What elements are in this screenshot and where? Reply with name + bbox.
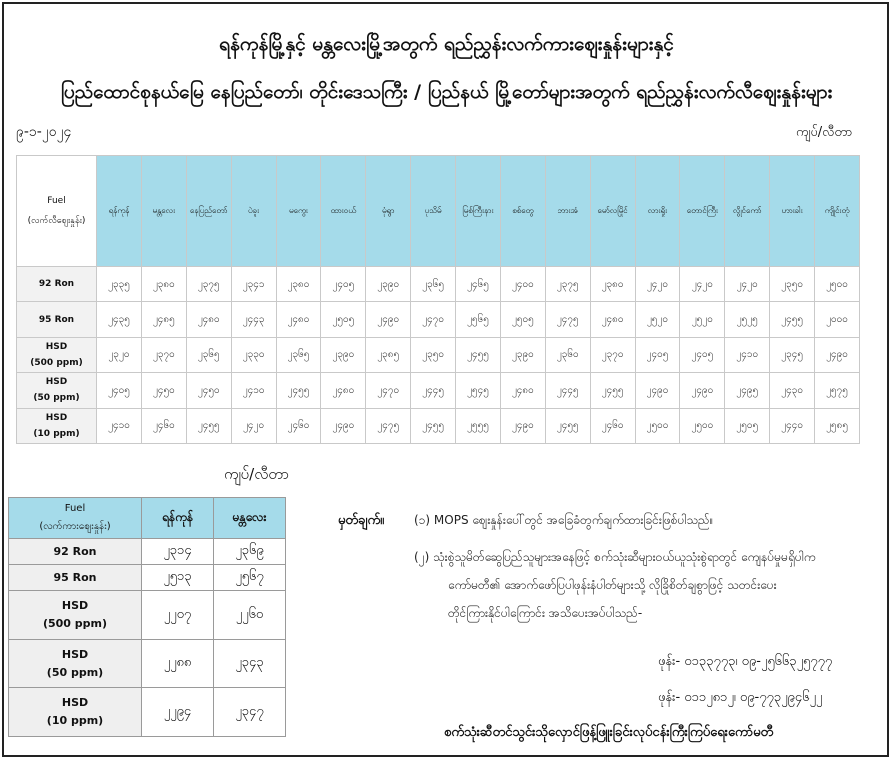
wholesale-row-label [9,591,142,640]
retail-price-cell: ၂၅၄၅ [456,373,501,408]
retail-price-cell: ၂၄၄၅ [411,373,456,408]
wholesale-row-label-line: HSD [61,599,89,613]
retail-price-cell: ၂၄၅၅ [545,408,590,443]
retail-price-cell: ၂၃၇၀ [141,337,186,372]
retail-price-cell: ၂၃၉၀ [321,337,366,372]
retail-price-cell: ၂၄၅၀ [141,373,186,408]
retail-price-cell: ၂၅၂၅ [725,302,770,337]
retail-price-cell: ၂၄၅၅ [770,302,815,337]
retail-price-cell: ၂၄၉၅ [725,373,770,408]
retail-city-header: မကွေး [276,156,321,267]
unit-label-wholesale: ကျပ်/လီတာ [224,465,290,483]
retail-city-header: မော်လမြိုင် [590,156,635,267]
retail-price-cell: ၂၃၂၀ [97,337,142,372]
retail-city-header: ဟားခါး [770,156,815,267]
retail-row-label [17,302,97,337]
retail-row-label-line: (10 ppm) [33,428,80,439]
retail-city-header: ပဲခူး [231,156,276,267]
retail-price-cell: ၂၃၆၅ [186,337,231,372]
title-line-2: ပြည်ထောင်စုနယ်မြေ နေပြည်တော်၊ တိုင်းဒေသကြီး / ပြည်နယ် မြို့တော်များအတွက် ရည်ညွှန်းလက်လီဈေးနှုန်းများ [60,81,833,103]
retail-price-cell: ၂၄၀၀ [500,267,545,302]
retail-city-header: လွိုင်ကော် [725,156,770,267]
retail-price-cell: ၂၅၅၅ [456,408,501,443]
wholesale-city-header: ရန်ကုန် [142,498,214,539]
wholesale-price-cell: ၂၅၆၇ [214,565,286,591]
retail-price-cell: ၂၄၁၀ [97,408,142,443]
retail-price-cell: ၂၄၀၅ [680,337,725,372]
wholesale-price-cell: ၂၂၉၄ [142,688,214,737]
retail-row-label-line: HSD [45,341,68,352]
retail-price-cell: ၂၃၉၀ [500,337,545,372]
retail-price-cell: ၂၃၉၀ [366,267,411,302]
retail-fuel-header-line: (လက်လီဈေးနှုန်း) [27,216,86,226]
retail-price-cell: ၂၃၆၀ [545,337,590,372]
retail-price-cell: ၂၃၆၅ [276,337,321,372]
retail-price-cell: ၂၄၈၀ [590,302,635,337]
retail-price-cell: ၂၄၅၀ [186,373,231,408]
retail-price-cell: ၂၄၃၅ [97,302,142,337]
wholesale-row-label-line: 95 Ron [53,570,97,584]
retail-price-cell: ၂၃၈၀ [276,267,321,302]
notes-label: မှတ်ချက်။ [338,513,385,528]
retail-city-header: စစ်တွေ [500,156,545,267]
retail-price-cell: ၂၃၃၅ [97,267,142,302]
retail-row-label [17,408,97,443]
wholesale-city-header: မန္တလေး [214,498,286,539]
retail-price-cell: ၂၄၇၅ [545,302,590,337]
wholesale-price-cell: ၂၃၄၃ [214,639,286,688]
retail-fuel-header-line: Fuel [47,196,66,206]
document-date: ၉-၁-၂၀၂၄ [16,124,72,140]
retail-price-cell: ၂၄၈၅ [141,302,186,337]
retail-row [17,267,860,302]
retail-price-cell: ၂၀၀၀ [815,302,860,337]
wholesale-row-label-line: (10 ppm) [46,714,104,728]
note-2-line-2: ကော်မတီ၏ အောက်ဖော်ပြပါဖုန်းနံပါတ်များသို့ လိုခြိုစိတ်ချစွာဖြင့် သတင်းပေး [448,578,777,592]
retail-price-cell: ၂၄၅၅ [276,373,321,408]
retail-price-cell: ၂၄၁၀ [231,373,276,408]
retail-price-cell: ၂၄၉၀ [815,337,860,372]
retail-city-header: ရန်ကုန် [97,156,142,267]
retail-city-header: မုံရွာ [366,156,411,267]
retail-price-cell: ၂၄၀၅ [635,337,680,372]
retail-price-cell: ၂၅၀၅ [725,408,770,443]
retail-price-cell: ၂၄၀၅ [321,267,366,302]
retail-price-cell: ၂၅၆၅ [456,302,501,337]
retail-price-cell: ၂၃၅၀ [770,267,815,302]
retail-price-cell: ၂၃၆၅ [411,267,456,302]
retail-price-cell: ၂၃၈၀ [141,267,186,302]
retail-price-cell: ၂၅၂၀ [680,302,725,337]
retail-price-cell: ၂၄၇၀ [411,302,456,337]
retail-price-cell: ၂၃၈၀ [590,267,635,302]
retail-row [17,337,860,372]
wholesale-row-label [9,639,142,688]
retail-fuel-header [17,156,97,267]
retail-price-cell: ၂၄၅၅ [590,373,635,408]
retail-city-header: ပုသိမ် [411,156,456,267]
retail-price-cell: ၂၄၈၀ [321,373,366,408]
wholesale-row-label-line: HSD [61,696,89,710]
retail-price-cell: ၂၅၀၅ [500,302,545,337]
wholesale-price-table [8,497,286,737]
wholesale-row-label [9,539,142,565]
retail-price-cell: ၂၄၂၀ [231,408,276,443]
wholesale-row [9,688,286,737]
wholesale-row-label-line: HSD [61,647,89,661]
retail-price-cell: ၂၄၉၀ [680,373,725,408]
retail-row-label-line: (500 ppm) [30,357,83,368]
retail-price-cell: ၂၄၉၀ [635,373,680,408]
retail-row [17,373,860,408]
retail-price-cell: ၂၄၅၅ [456,337,501,372]
retail-price-cell: ၂၄၉၀ [321,408,366,443]
retail-price-cell: ၂၅၀၀ [635,408,680,443]
retail-city-header: တောင်ကြီး [680,156,725,267]
retail-row-label-line: HSD [45,377,68,388]
retail-price-cell: ၂၄၉၀ [366,302,411,337]
wholesale-row [9,565,286,591]
retail-price-cell: ၂၃၇၅ [186,267,231,302]
wholesale-price-cell: ၂၃၄၇ [214,688,286,737]
retail-price-cell: ၂၄၆၀ [590,408,635,443]
wholesale-row-label [9,688,142,737]
retail-row-label-line: 92 Ron [38,279,75,290]
retail-price-cell: ၂၃၅၀ [411,337,456,372]
retail-price-cell: ၂၅၀၀ [680,408,725,443]
retail-row-label [17,373,97,408]
retail-price-cell: ၂၄၅၅ [411,408,456,443]
retail-price-cell: ၂၄၇၀ [366,373,411,408]
retail-row-label-line: HSD [45,412,68,423]
retail-city-header: ထားဝယ် [321,156,366,267]
retail-row-label [17,267,97,302]
retail-price-cell: ၂၃၇၅ [545,267,590,302]
retail-row-label-line: (50 ppm) [33,393,80,404]
retail-price-cell: ၂၃၇၀ [590,337,635,372]
retail-price-cell: ၂၃၄၅ [770,337,815,372]
note-1: (၁) MOPS ဈေးနှုန်းပေါ်တွင် အခြေခံတွက်ချက်ထားခြင်းဖြစ်ပါသည်။ [414,513,714,527]
wholesale-price-cell: ၂၂၈၈ [142,639,214,688]
wholesale-row-label-line: (500 ppm) [42,617,108,631]
retail-price-cell: ၂၄၃၀ [770,373,815,408]
note-2-line-1: (၂) သုံးစွဲသူမိတ်ဆွေပြည်သူများအနေဖြင့် စက်သုံးဆီများဝယ်ယူသုံးစွဲရာတွင် ကျေနပ်မှုမရှိပါက [414,550,816,564]
wholesale-price-cell: ၂၅၁၃ [142,565,214,591]
retail-price-cell: ၂၄၄၅ [545,373,590,408]
retail-price-cell: ၂၄၇၅ [366,408,411,443]
wholesale-price-cell: ၂၂၆၀ [214,591,286,640]
retail-price-cell: ၂၄၀၅ [97,373,142,408]
retail-city-header: မန္တလေး [141,156,186,267]
retail-price-cell: ၂၄၅၅ [186,408,231,443]
wholesale-row-label-line: (50 ppm) [46,665,104,679]
retail-price-cell: ၂၄၆၅ [456,267,501,302]
committee-signature: စက်သုံးဆီတင်သွင်းသိုလှောင်ဖြန့်ဖြူးခြင်းလုပ်ငန်းကြီးကြပ်ရေးကော်မတီ [444,725,774,740]
retail-price-cell: ၂၄၈၀ [276,302,321,337]
unit-label-retail: ကျပ်/လီတာ [796,125,853,140]
retail-price-cell: ၂၄၆၀ [276,408,321,443]
wholesale-price-cell: ၂၂၀၇ [142,591,214,640]
title-line-1: ရန်ကုန်မြို့နှင့် မန္တလေးမြို့အတွက် ရည်ညွှန်းလက်ကားဈေးနှုန်းများနှင့် [219,33,674,55]
retail-price-cell: ၂၄၂၀ [635,267,680,302]
retail-price-cell: ၂၄၄၀ [770,408,815,443]
wholesale-row-label-line: 92 Ron [53,544,97,558]
retail-price-cell: ၂၃၃၀ [231,337,276,372]
wholesale-row-label [9,565,142,591]
wholesale-fuel-header [9,498,142,539]
wholesale-row [9,591,286,640]
phone-line-2: ဖုန်း- ၀၁၁၂၈၁၂၊ ၀၉-၇၇၃၂၉၄၆၂၂ [658,690,823,705]
retail-price-cell: ၂၄၂၀ [725,267,770,302]
wholesale-fuel-header-line: (လက်ကားဈေးနှုန်း) [39,521,111,532]
retail-price-cell: ၂၄၉၀ [500,408,545,443]
retail-row [17,302,860,337]
wholesale-price-cell: ၂၃၁၄ [142,539,214,565]
retail-price-table [16,155,860,444]
retail-row-label [17,337,97,372]
retail-city-header: ဘားအံ [545,156,590,267]
retail-price-cell: ၂၄၆၀ [141,408,186,443]
wholesale-row [9,539,286,565]
note-2-line-3: တိုင်ကြားနိုင်ပါကြောင်း အသိပေးအပ်ပါသည်- [448,606,643,620]
retail-row [17,408,860,443]
retail-price-cell: ၂၄၈၀ [186,302,231,337]
retail-price-cell: ၂၄၁၀ [725,337,770,372]
retail-city-header: နေပြည်တော် [186,156,231,267]
retail-price-cell: ၂၅၂၀ [635,302,680,337]
retail-price-cell: ၂၅၀၀ [815,267,860,302]
retail-price-cell: ၂၃၈၅ [366,337,411,372]
retail-row-label-line: 95 Ron [38,314,75,325]
wholesale-row [9,639,286,688]
retail-city-header: မြစ်ကြီးနား [456,156,501,267]
retail-price-cell: ၂၅၀၅ [321,302,366,337]
retail-city-header: လားရှိုး [635,156,680,267]
wholesale-fuel-header-line: Fuel [64,503,86,514]
retail-price-cell: ၂၄၄၃ [231,302,276,337]
retail-price-cell: ၂၅၈၅ [815,408,860,443]
phone-line-1: ဖုန်း- ၀၁၃၃၇၇၃၊ ၀၉-၂၅၆၆၃၂၅၇၇၇ [658,654,833,669]
retail-city-header: ကျိုင်းတုံ [815,156,860,267]
wholesale-price-cell: ၂၃၆၉ [214,539,286,565]
retail-price-cell: ၂၄၂၀ [680,267,725,302]
retail-price-cell: ၂၃၄၁ [231,267,276,302]
retail-price-cell: ၂၅၇၅ [815,373,860,408]
retail-price-cell: ၂၄၈၀ [500,373,545,408]
